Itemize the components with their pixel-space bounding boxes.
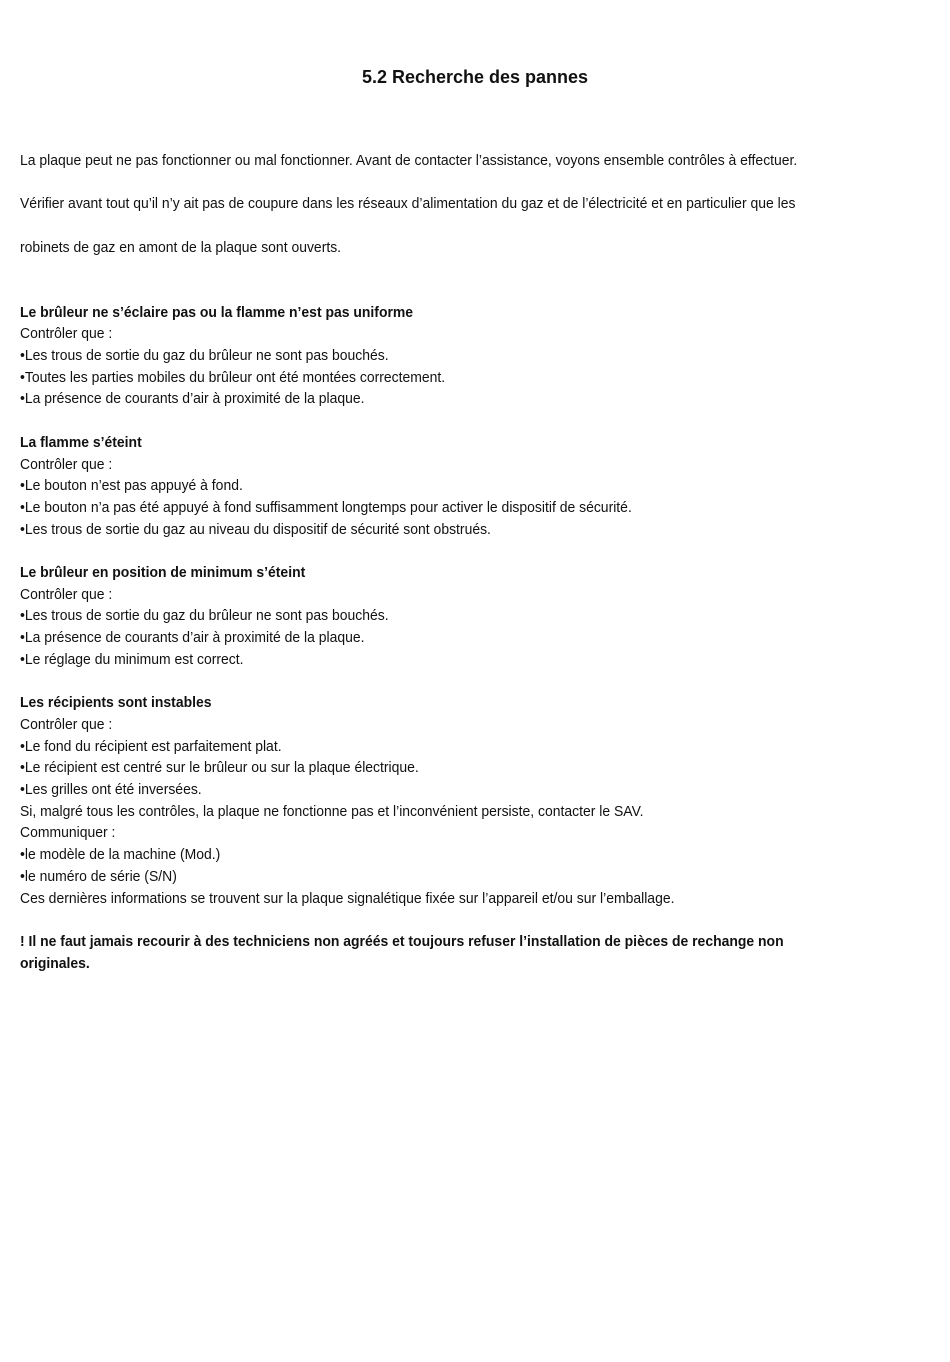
section-unstable-containers [20, 692, 910, 909]
page-title: 5.2 Recherche des pannes [361, 67, 589, 87]
document-body [20, 128, 910, 974]
section-line: •Le réglage du minimum est correct. [20, 650, 244, 668]
section-line: Contrôler que : [20, 715, 113, 733]
section-line: •Le bouton n’est pas appuyé à fond. [20, 477, 243, 495]
section-line: •La présence de courants d’air à proximité de la plaque. [20, 390, 365, 408]
warning-line: ! Il ne faut jamais recourir à des techniciens non agréés et toujours refuser l’installation de pièces de rechange non [20, 932, 784, 950]
section-line: •Les trous de sortie du gaz du brûleur ne sont pas bouchés. [20, 607, 389, 625]
section-burner-not-lighting [20, 302, 910, 411]
section-line: Contrôler que : [20, 325, 113, 343]
warning-note [20, 931, 910, 974]
section-line: Contrôler que : [20, 455, 113, 473]
section-heading: Le brûleur en position de minimum s’éteint [20, 564, 306, 582]
section-line: •Le fond du récipient est parfaitement plat. [20, 737, 282, 755]
section-line: •Les trous de sortie du gaz du brûleur ne sont pas bouchés. [20, 347, 389, 365]
section-heading: Les récipients sont instables [20, 694, 212, 712]
section-line: •Toutes les parties mobiles du brûleur ont été montées correctement. [20, 368, 446, 386]
section-line: •le modèle de la machine (Mod.) [20, 846, 221, 864]
intro-line: Vérifier avant tout qu’il n’y ait pas de coupure dans les réseaux d’alimentation du gaz et de l’électricité et en particulier que les [20, 195, 796, 213]
intro-line: La plaque peut ne pas fonctionner ou mal fonctionner. Avant de contacter l’assistance, voyons ensemble contrôles à effectuer. [20, 151, 798, 169]
section-line: •Les trous de sortie du gaz au niveau du dispositif de sécurité sont obstrués. [20, 520, 491, 538]
section-line: •Le récipient est centré sur le brûleur ou sur la plaque électrique. [20, 759, 419, 777]
intro-paragraph [20, 128, 910, 280]
section-flame-goes-out [20, 432, 910, 541]
section-line: Si, malgré tous les contrôles, la plaque ne fonctionne pas et l’inconvénient persiste, contacter le SAV. [20, 802, 644, 820]
section-line: Ces dernières informations se trouvent sur la plaque signalétique fixée sur l’appareil et/ou sur l’emballage. [20, 889, 675, 907]
section-line: •le numéro de série (S/N) [20, 867, 177, 885]
section-line: Contrôler que : [20, 585, 113, 603]
section-line: •Le bouton n’a pas été appuyé à fond suffisamment longtemps pour activer le dispositif de sécurité. [20, 498, 632, 516]
section-heading: La flamme s’éteint [20, 433, 142, 451]
intro-line: robinets de gaz en amont de la plaque sont ouverts. [20, 238, 342, 256]
section-line: •Les grilles ont été inversées. [20, 781, 202, 799]
section-heading: Le brûleur ne s’éclaire pas ou la flamme n’est pas uniforme [20, 303, 414, 321]
section-minimum-goes-out [20, 562, 910, 671]
section-line: •La présence de courants d’air à proximité de la plaque. [20, 629, 365, 647]
warning-line: originales. [20, 954, 90, 972]
section-line: Communiquer : [20, 824, 116, 842]
